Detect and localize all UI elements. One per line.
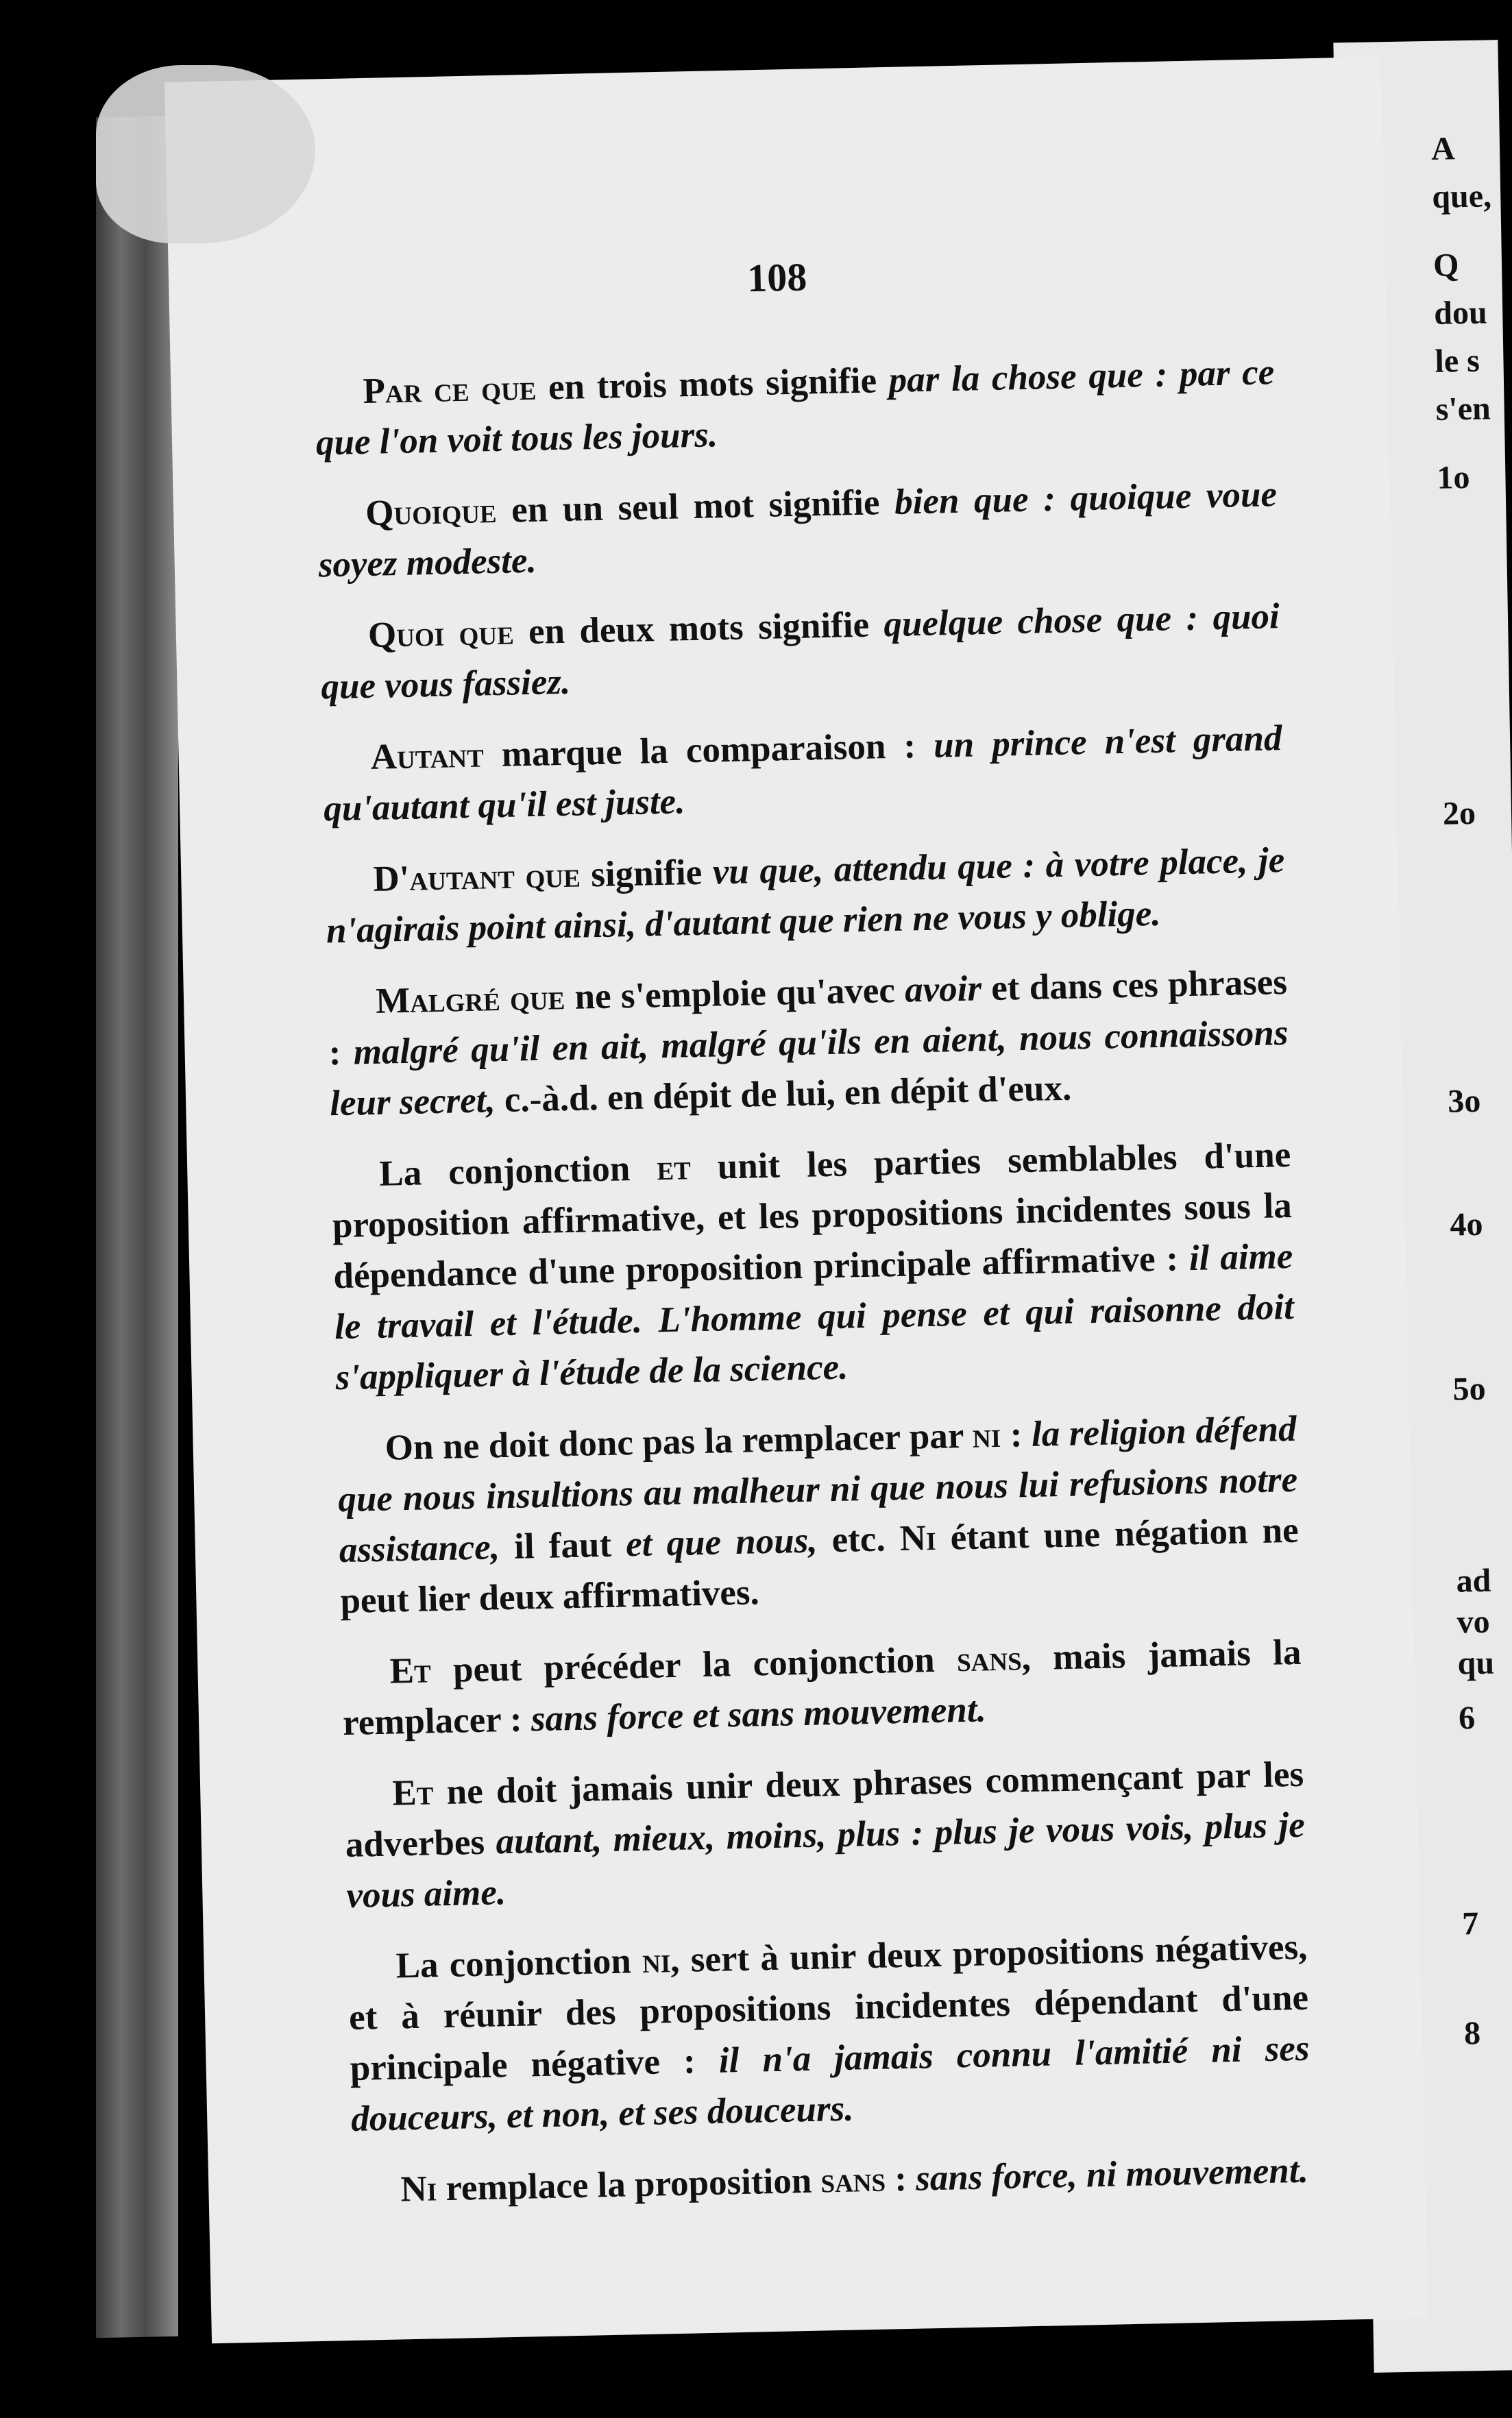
text-run: sans force et sans mouvement. (531, 1689, 987, 1739)
text-run: Et (389, 1650, 432, 1692)
text-run: il aime le travail et l'étude. L'homme qui pense et qui raisonne doit s'appliquer à l'étude de la science. (334, 1236, 1295, 1398)
facing-page-fragment: 8 (1463, 2015, 1481, 2052)
text-run: , sert à unir deux propositions négatives, et à réunir des propositions incidentes dépendant d'une principale négative : (348, 1927, 1309, 2088)
text-run: bien que : quoique voue soyez modeste. (318, 474, 1278, 585)
text-run: D'autant que (372, 855, 581, 899)
text-run: Quoique (365, 490, 498, 533)
paragraph (325, 835, 1287, 956)
paragraph (347, 1922, 1311, 2145)
text-run: remplace la proposition (436, 2160, 822, 2209)
text-run: il faut (499, 1524, 626, 1567)
facing-page-fragment: 5o (1452, 1370, 1487, 1408)
text-run: etc. (816, 1519, 901, 1561)
text-run: marque la comparaison : (483, 725, 934, 775)
paragraph (341, 1627, 1303, 1748)
text-run: sans (956, 1638, 1023, 1680)
text-run: malgré qu'il en ait, malgré qu'ils en aient, nous connaissons leur secret, (329, 1012, 1289, 1124)
facing-page-fragment: 1o (1436, 459, 1470, 496)
paragraph (331, 1129, 1295, 1403)
facing-page-fragment: dou (1433, 294, 1488, 332)
page-text (315, 347, 1313, 2236)
facing-page-fragment: 7 (1461, 1905, 1479, 1942)
facing-page-fragment: 3o (1447, 1082, 1481, 1120)
text-run: la religion défend que nous insultions au malheur ni que nous lui refusions notre assistance, (337, 1408, 1298, 1571)
text-run: il n'a jamais connu l'amitié ni ses douceurs, et non, et ses douceurs. (350, 2028, 1310, 2139)
text-run: étant une négation ne peut lier deux affirmatives. (339, 1510, 1300, 1622)
facing-page-fragment: Q (1432, 247, 1459, 284)
text-run: en deux mots signifie (513, 604, 885, 652)
text-run: quelque chose que : quoi que vous fassiez. (320, 596, 1280, 707)
facing-page-fragment: A (1430, 130, 1456, 167)
text-run: Et (391, 1772, 434, 1814)
text-run: et que nous, (625, 1520, 818, 1565)
text-run: avoir (904, 968, 982, 1010)
page-edge (96, 116, 178, 2338)
text-run: Malgré que (375, 977, 565, 1021)
text-run: signifie (580, 852, 714, 895)
paragraph (322, 713, 1284, 834)
paragraph (344, 1749, 1306, 1921)
paragraph (352, 2145, 1313, 2216)
text-run: On ne doit donc pas la remplacer par (385, 1415, 973, 1468)
facing-page-fragment: qu (1457, 1644, 1495, 1682)
text-run: vu que, attendu que : à votre place, je n'agirais point ainsi, d'autant que rien ne vous y oblige. (326, 840, 1285, 951)
facing-page-fragment: 6 (1458, 1700, 1476, 1737)
text-run: peut précéder la conjonction (430, 1639, 958, 1691)
text-run: c.-à.d. en dépit de lui, en dépit d'eux. (495, 1068, 1072, 1121)
paragraph (315, 347, 1276, 468)
text-run: , mais jamais la remplacer : (342, 1632, 1302, 1744)
facing-page-fragment: vo (1456, 1603, 1491, 1641)
text-run: La conjonction (395, 1941, 643, 1986)
text-run: et dans ces phrases : (328, 962, 1288, 1073)
text-run: ni (642, 1940, 671, 1981)
text-run: Autant (370, 735, 485, 777)
text-run: ni (972, 1415, 1001, 1456)
paragraph (317, 469, 1278, 590)
text-run: autant, mieux, moins, plus : plus je vous vois, plus je vous aime. (345, 1805, 1306, 1916)
book-page (164, 57, 1428, 2343)
text-run: unit les parties semblables d'une proposition affirmative, et les propositions incidentes sous la dépendance d'une proposition principale affirmative : (332, 1134, 1293, 1297)
text-run: : (1000, 1414, 1032, 1455)
text-run: : (885, 2158, 916, 2199)
facing-page-fragment: ad (1456, 1562, 1491, 1600)
paragraph (337, 1404, 1300, 1626)
text-run: La conjonction (378, 1148, 657, 1194)
facing-page-fragment: s'en (1435, 390, 1491, 428)
paragraph (319, 591, 1281, 712)
text-run: Ni (899, 1517, 937, 1559)
text-run: sans force, ni mouvement. (915, 2150, 1309, 2199)
paragraph (327, 957, 1289, 1129)
text-run: ne s'emploie qu'avec (564, 970, 905, 1018)
text-run: Quoi que (367, 612, 515, 655)
text-run: sans (820, 2159, 886, 2201)
text-run: Par ce que (362, 367, 537, 412)
text-run: et (656, 1147, 692, 1188)
text-run: en un seul mot signifie (496, 482, 895, 530)
text-run: un prince n'est grand qu'autant qu'il est juste. (323, 718, 1282, 829)
text-run: Ni (400, 2169, 437, 2210)
facing-page-fragment: que, (1431, 178, 1492, 215)
text-run: ne doit jamais unir deux phrases commençant par les adverbes (345, 1754, 1304, 1866)
page-number: 108 (746, 254, 807, 301)
facing-page-fragment: le s (1435, 342, 1480, 380)
facing-page-fragment: 4o (1450, 1206, 1483, 1243)
text-run: en trois mots signifie (535, 360, 890, 408)
facing-page-fragment: 2o (1442, 794, 1476, 832)
text-run: par la chose que : par ce que l'on voit tous les jours. (315, 352, 1275, 463)
